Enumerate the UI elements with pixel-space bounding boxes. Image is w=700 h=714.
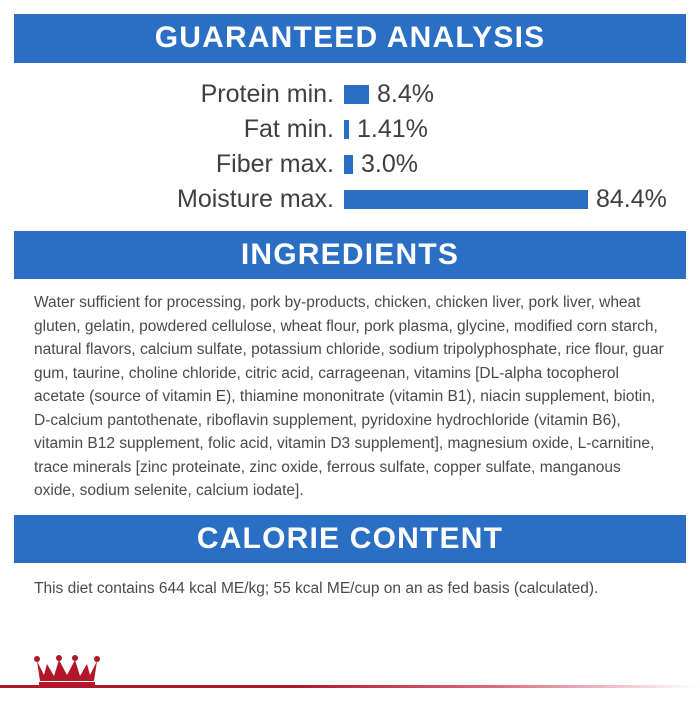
table-row (14, 147, 686, 182)
nutrient-value: 1.41% (357, 114, 428, 143)
nutrient-bar-wrap (344, 112, 686, 147)
brand-footer (0, 642, 700, 714)
nutrient-label: Moisture max. (177, 184, 334, 213)
guaranteed-analysis-table (14, 77, 686, 217)
table-row (14, 77, 686, 112)
table-row (14, 112, 686, 147)
nutrient-bar (344, 85, 369, 104)
nutrient-value: 3.0% (361, 149, 418, 178)
royal-crown-icon (34, 655, 100, 685)
nutrient-label: Fiber max. (215, 149, 334, 178)
nutrient-bar-wrap (344, 77, 686, 112)
guaranteed-analysis-heading: GUARANTEED ANALYSIS (14, 14, 686, 63)
nutrient-bar (344, 155, 353, 174)
nutrient-value: 84.4% (596, 184, 667, 213)
calorie-content-heading: CALORIE CONTENT (14, 515, 686, 564)
footer-rule (0, 685, 700, 688)
nutrient-bar-wrap (344, 147, 686, 182)
ingredients-heading: INGREDIENTS (14, 231, 686, 280)
nutrient-label: Fat min. (243, 114, 334, 143)
ingredients-text: Water sufficient for processing, pork by-products, chicken, chicken liver, pork liver, wheat gluten, gelatin, powdered cellulose, wheat flour, pork plasma, glycine, modified corn starch, natural flavors, calcium sulfate, potassium chloride, sodium tripolyphosphate, rice flour, guar gum, taurine, choline chloride, citric acid, carrageenan, vitamins [DL-alpha tocopherol acetate (source of vitamin E), thiamine mononitrate (vitamin B1), niacin supplement, biotin, D-calcium pantothenate, riboflavin supplement, pyridoxine hydrochloride (vitamin B6), vitamin B12 supplement, folic acid, vitamin D3 supplement], magnesium oxide, L-carnitine, trace minerals [zinc proteinate, zinc oxide, ferrous sulfate, copper sulfate, manganous oxide, sodium selenite, calcium iodate]. (34, 294, 664, 500)
table-row (14, 182, 686, 217)
nutrient-bar-wrap (344, 182, 686, 217)
nutrient-value: 8.4% (377, 79, 434, 108)
calorie-content-text: This diet contains 644 kcal ME/kg; 55 kcal ME/cup on an as fed basis (calculated). (34, 580, 599, 598)
nutrient-bar (344, 190, 588, 209)
nutrition-panel (0, 14, 700, 714)
nutrient-label: Protein min. (200, 79, 334, 108)
